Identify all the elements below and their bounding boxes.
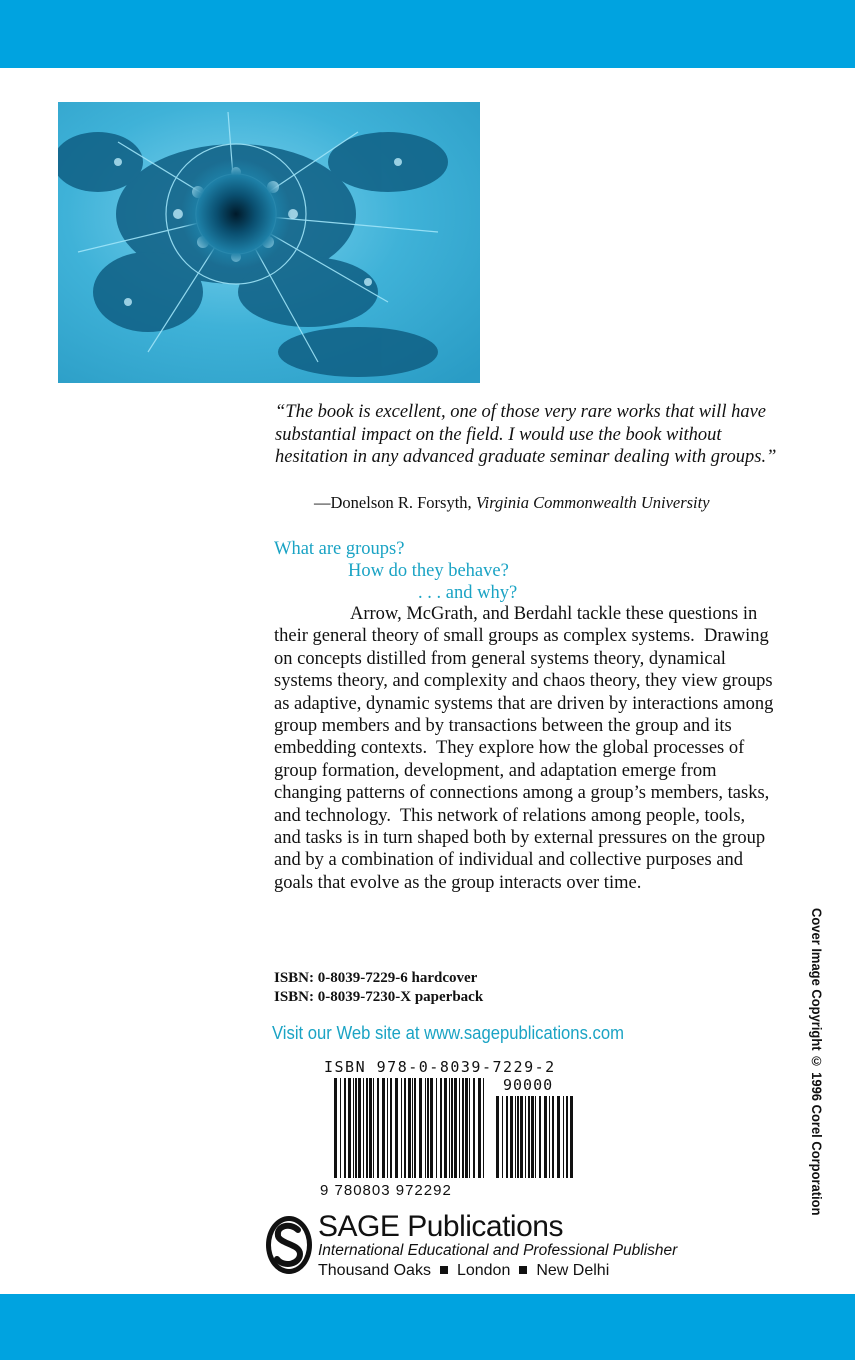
barcode-bar (353, 1078, 354, 1178)
barcode-bar (377, 1078, 379, 1178)
barcode-block (316, 1056, 578, 1206)
barcode-bar (427, 1078, 429, 1178)
barcode-bar (366, 1078, 368, 1178)
barcode-bar (358, 1078, 361, 1178)
quote-attribution (314, 492, 784, 514)
fractal-illustration (58, 102, 480, 383)
city-new-delhi: New Delhi (536, 1262, 610, 1279)
barcode-bar (390, 1078, 392, 1178)
question-what: What are groups? (274, 539, 405, 559)
barcode-bar (430, 1078, 433, 1178)
publisher-tagline: International Educational and Professional Publisher (318, 1242, 678, 1259)
barcode-bar (404, 1078, 406, 1178)
top-color-band (0, 0, 855, 68)
quote-affiliation: Virginia Commonwealth University (475, 493, 710, 512)
barcode-bar (531, 1096, 534, 1178)
cover-image-copyright: Cover Image Copyright © 1996 Corel Corporation (809, 908, 824, 1216)
barcode-bar (449, 1078, 450, 1178)
barcode-bar (469, 1078, 470, 1178)
price-code: 90000 (503, 1076, 554, 1094)
question-how: How do they behave? (348, 561, 509, 581)
barcode-bar (340, 1078, 341, 1178)
isbn-hardcover: ISBN: 0-8039-7229-6 hardcover (274, 970, 478, 986)
barcode-bar (525, 1096, 526, 1178)
question-why: . . . and why? (418, 583, 518, 603)
barcode-bar (535, 1096, 536, 1178)
barcode-bar (502, 1096, 503, 1178)
barcode-bar (419, 1078, 422, 1178)
barcode-bar (473, 1078, 475, 1178)
sage-logo-icon (264, 1212, 316, 1276)
barcode-bar (552, 1096, 554, 1178)
book-description: Arrow, McGrath, and Berdahl tackle these questions in their general theory of small groups as complex systems. Drawing on concepts distilled from general systems theory, dynamical systems theory, and complexity and chaos theory, they view groups as adaptive, dynamic systems that are driven by interactions among group members and by transactions between the group and its embedding contexts. They explore how the global processes of group formation, development, and adaptation emerge from changing patterns of connections among a group’s members, tasks, and technology. This network of relations among people, tools, and tasks is in turn shaped both by external pressures on the group and by a combination of individual and collective purposes and goals that evolve as the group interacts over time. (274, 604, 774, 893)
isbn13-label: ISBN 978-0-8039-7229-2 (324, 1058, 556, 1076)
barcode-bar (373, 1078, 374, 1178)
fractal-cover-image (58, 102, 480, 383)
city-london: London (456, 1262, 511, 1279)
barcode-bar (570, 1096, 573, 1178)
barcode-bar (454, 1078, 457, 1178)
barcode-bar (401, 1078, 402, 1178)
barcode-bar (566, 1096, 568, 1178)
barcode-bar (517, 1096, 519, 1178)
barcode-bar (334, 1078, 337, 1178)
barcode-bar (478, 1078, 481, 1178)
barcode-bar (387, 1078, 388, 1178)
barcode-bar (395, 1078, 398, 1178)
barcode-bar (436, 1078, 437, 1178)
barcode-bar (563, 1096, 564, 1178)
barcode-bar (515, 1096, 516, 1178)
barcode-bar (483, 1078, 484, 1178)
barcode-bar (539, 1096, 541, 1178)
publisher-block (264, 1210, 714, 1280)
barcode-bar (506, 1096, 508, 1178)
isbn-paperback: ISBN: 0-8039-7230-X paperback (274, 989, 484, 1005)
isbn-list (274, 969, 674, 1007)
barcode-bar (520, 1096, 523, 1178)
quote-author: —Donelson R. Forsyth, (314, 493, 476, 512)
barcode-bar (425, 1078, 426, 1178)
barcode-bar (440, 1078, 442, 1178)
barcode-bar (414, 1078, 416, 1178)
barcode-bar (382, 1078, 385, 1178)
barcode-bar (528, 1096, 530, 1178)
barcode-bar (412, 1078, 413, 1178)
bottom-color-band (0, 1294, 855, 1360)
separator-square-icon (440, 1266, 448, 1274)
review-quote: “The book is excellent, one of those very rare works that will have substantial impact on the field. I would use the book without hesitation in any advanced graduate seminar dealing with groups.” (275, 402, 777, 467)
barcode-bar (451, 1078, 453, 1178)
barcode-bar (496, 1096, 499, 1178)
barcode-bar (459, 1078, 460, 1178)
barcode-bar (369, 1078, 372, 1178)
barcode-digits: 9 780803 972292 (320, 1182, 452, 1199)
barcode-bar (510, 1096, 513, 1178)
barcode-bar (408, 1078, 411, 1178)
publisher-name: SAGE Publications (318, 1210, 563, 1243)
barcode-bar (348, 1078, 351, 1178)
publisher-cities (318, 1262, 609, 1280)
barcode-bar (557, 1096, 560, 1178)
barcode-bar (462, 1078, 464, 1178)
barcode-bar (444, 1078, 447, 1178)
separator-square-icon (519, 1266, 527, 1274)
barcode-bar (344, 1078, 346, 1178)
barcode-bar (363, 1078, 364, 1178)
barcode-bar (465, 1078, 468, 1178)
barcode-bar (549, 1096, 550, 1178)
website-link[interactable]: Visit our Web site at www.sagepublications.com (272, 1022, 624, 1043)
barcode-bar (544, 1096, 547, 1178)
city-thousand-oaks: Thousand Oaks (318, 1262, 431, 1279)
barcode-bar (355, 1078, 357, 1178)
